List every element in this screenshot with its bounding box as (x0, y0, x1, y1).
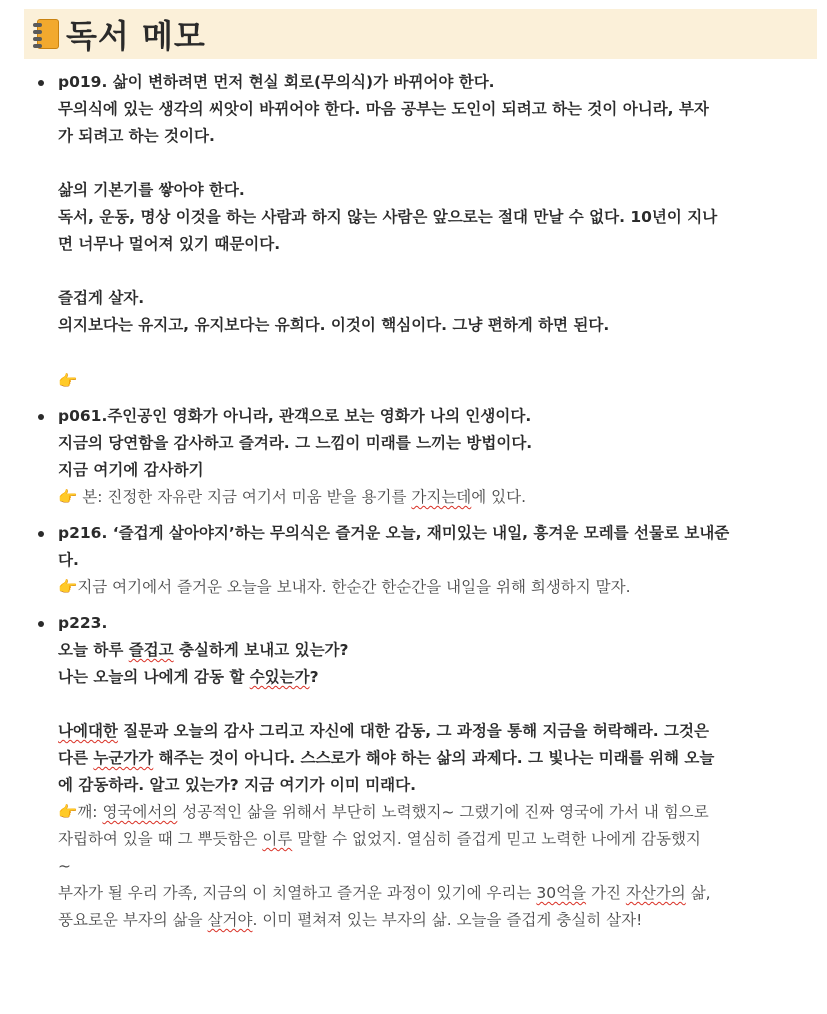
memo-text: 지금의 당연함을 감사하고 즐겨라. 그 느낌이 미래를 느끼는 방법이다. (58, 434, 533, 452)
memo-text: 독서, 운동, 명상 이것을 하는 사람과 하지 않는 사람은 앞으로는 절대 만날 수 없다. 10년이 지나 (58, 208, 718, 226)
memo-heading: p223. (58, 614, 108, 632)
memo-text: 지금 여기에 감사하기 (58, 461, 204, 479)
memo-note: 👉깨: 영국에서의 성공적인 삶을 위해서 부단히 노력했지~ 그랬기에 진짜 영국에 가서 내 힘으로 (58, 803, 709, 821)
memo-note: 부자가 될 우리 가족, 지금의 이 치열하고 즐거운 과정이 있기에 우리는 30억을 가진 자산가의 삶, (58, 884, 711, 902)
bullet (38, 80, 44, 86)
memo-text: 다른 누군가가 해주는 것이 아니다. 스스로가 해야 하는 삶의 과제다. 그 빛나는 미래를 위해 오늘 (58, 749, 715, 767)
notebook-icon (32, 18, 60, 50)
memo-note: 👉지금 여기에서 즐거운 오늘을 보내자. 한순간 한순간을 내일을 위해 희생하지 말자. (58, 578, 631, 596)
list-item (36, 520, 821, 601)
pointing-hand-icon: 👉 (58, 803, 78, 821)
memo-text: 나에대한 질문과 오늘의 감사 그리고 자신에 대한 감동, 그 과정을 통해 지금을 허락해라. 그것은 (58, 722, 709, 740)
memo-text: 다. (58, 551, 79, 569)
memo-heading: p061.주인공인 영화가 아니라, 관객으로 보는 영화가 나의 인생이다. (58, 407, 532, 425)
memo-note: 자립하여 있을 때 그 뿌듯함은 이루 말할 수 없었지. 열심히 즐겁게 믿고 노력한 나에게 감동했지 (58, 830, 701, 848)
bullet (38, 621, 44, 627)
memo-note: 풍요로운 부자의 삶을 살거야. 이미 펼쳐져 있는 부자의 삶. 오늘을 즐겁게 충실히 살자! (58, 911, 643, 929)
memo-note: 👉 본: 진정한 자유란 지금 여기서 미움 받을 용기를 가지는데에 있다. (58, 488, 527, 506)
memo-text: 의지보다는 유지고, 유지보다는 유희다. 이것이 핵심이다. 그냥 편하게 하면 된다. (58, 316, 610, 334)
list-item (36, 69, 821, 395)
bullet (38, 531, 44, 537)
memo-text: 무의식에 있는 생각의 씨앗이 바뀌어야 한다. 마음 공부는 도인이 되려고 하는 것이 아니라, 부자 (58, 100, 709, 118)
bullet (38, 414, 44, 420)
list-item (36, 403, 821, 511)
memo-list (36, 66, 821, 934)
list-item (36, 610, 821, 934)
memo-text: 오늘 하루 즐겁고 충실하게 보내고 있는가? (58, 641, 349, 659)
memo-text: 가 되려고 하는 것이다. (58, 127, 215, 145)
pointing-hand-icon: 👉 (58, 372, 78, 390)
memo-heading: p019. 삶이 변하려면 먼저 현실 회로(무의식)가 바뀌어야 한다. (58, 73, 495, 91)
memo-text: 에 감동하라. 알고 있는가? 지금 여기가 이미 미래다. (58, 776, 417, 794)
pointing-hand-icon: 👉 (58, 488, 78, 506)
memo-heading: p216. ‘즐겁게 살아야지’하는 무의식은 즐거운 오늘, 재미있는 내일, 흥겨운 모레를 선물로 보내준 (58, 524, 730, 542)
memo-text: 삶의 기본기를 쌓아야 한다. (58, 181, 245, 199)
memo-note: ~ (58, 857, 71, 875)
memo-text: 즐겁게 살자. (58, 289, 145, 307)
page-header (24, 9, 817, 59)
page-title: 독서 메모 (66, 17, 206, 55)
memo-text: 면 너무나 멀어져 있기 때문이다. (58, 235, 281, 253)
pointing-hand-icon: 👉 (58, 578, 78, 596)
memo-text: 나는 오늘의 나에게 감동 할 수있는가? (58, 668, 319, 686)
